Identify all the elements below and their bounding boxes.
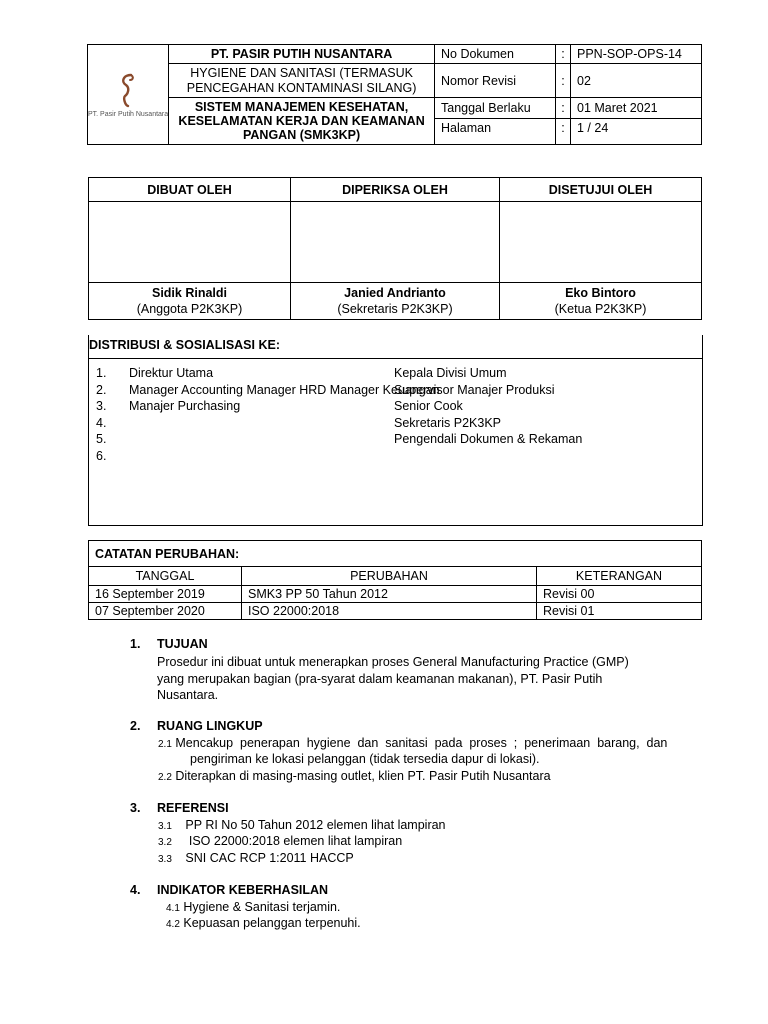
column-header: KETERANGAN [537,567,702,586]
section-title: INDIKATOR KEBERHASILAN [157,883,329,897]
signature-box [500,202,702,283]
reference-item [158,818,446,832]
field-colon: : [556,45,571,64]
reference-item [158,834,402,848]
row-number: 3. [96,399,107,413]
change-date: 16 September 2019 [89,586,242,603]
section-number: 1. [130,637,141,651]
sub-item-number: 3.2 [158,837,172,848]
sub-item-number: 3.3 [158,854,172,865]
approval-header: DISETUJUI OLEH [500,178,702,202]
section-title: REFERENSI [157,801,229,815]
approver-cell [89,283,291,320]
sub-item-number: 2.2 [158,772,172,783]
recipient-left: Manager Accounting Manager HRD Manager Keuangan [129,382,440,397]
company-name: PT. PASIR PUTIH NUSANTARA [169,45,435,64]
change-note: Revisi 00 [537,586,702,603]
recipient-right: Kepala Divisi Umum [394,366,507,380]
field-value: 1 / 24 [571,119,702,145]
sub-item [158,736,667,750]
section-paragraph [157,654,657,704]
reference-text: PP RI No 50 Tahun 2012 elemen lihat lampiran [185,818,446,832]
section-title: RUANG LINGKUP [157,719,263,733]
paragraph-line: yang merupakan bagian (pra-syarat dalam keamanan makanan), PT. Pasir Putih [157,671,603,686]
row-number: 1. [96,366,107,380]
reference-text: ISO 22000:2018 elemen lihat lampiran [185,834,403,848]
approver-cell [291,283,500,320]
row-number: 5. [96,432,107,446]
recipient-left: Direktur Utama [129,366,214,380]
column-header: PERUBAHAN [242,567,537,586]
approver-name: Eko Bintoro [565,286,636,300]
paragraph-line: Nusantara. [157,688,219,702]
approver-name: Janied Andrianto [344,286,446,300]
field-colon: : [556,98,571,119]
indicator-item [166,900,340,914]
management-system: SISTEM MANAJEMEN KESEHATAN, KESELAMATAN KERJA DAN KEAMANAN PANGAN (SMK3KP) [169,98,435,145]
field-label: Nomor Revisi [435,64,556,98]
paragraph-line: Prosedur ini dibuat untuk menerapkan proses General Manufacturing Practice (GMP) [157,655,629,669]
approver-role: (Anggota P2K3KP) [136,302,243,316]
column-header: TANGGAL [89,567,242,586]
logo-cell [88,45,169,145]
sub-item-number: 2.1 [158,739,172,750]
logo-text: PT. Pasir Putih Nusantara [88,110,169,118]
indicator-text: Hygiene & Sanitasi terjamin. [183,900,341,914]
change-description: SMK3 PP 50 Tahun 2012 [242,586,537,603]
sub-item-number: 4.2 [166,919,180,930]
recipient-left: Manajer Purchasing [129,399,241,413]
change-log-table [88,540,702,620]
sub-item-number: 3.1 [158,821,172,832]
field-label: No Dokumen [435,45,556,64]
approval-table [88,177,702,320]
section-number: 2. [130,719,141,733]
sub-item-text: Diterapkan di masing-masing outlet, klien PT. Pasir Putih Nusantara [175,769,551,783]
approver-name: Sidik Rinaldi [151,286,227,300]
distribution-box [88,335,703,526]
field-colon: : [556,119,571,145]
row-number: 2. [96,382,107,397]
document-title: HYGIENE DAN SANITASI (TERMASUK PENCEGAHAN KONTAMINASI SILANG) [169,64,435,98]
field-value: 01 Maret 2021 [571,98,702,119]
approver-cell [500,283,702,320]
field-colon: : [556,64,571,98]
recipient-right: Pengendali Dokumen & Rekaman [394,432,583,446]
change-log-title: CATATAN PERUBAHAN: [89,541,702,567]
field-label: Tanggal Berlaku [435,98,556,119]
field-value: 02 [571,64,702,98]
change-description: ISO 22000:2018 [242,603,537,620]
indicator-text: Kepuasan pelanggan terpenuhi. [183,916,361,930]
recipient-right: Senior Cook [394,399,463,413]
section-number: 4. [130,883,141,897]
sub-item-number: 4.1 [166,903,180,914]
approval-header: DIBUAT OLEH [89,178,291,202]
recipient-right: Supervisor Manajer Produksi [394,382,555,397]
signature-box [89,202,291,283]
change-note: Revisi 01 [537,603,702,620]
row-number: 6. [96,448,107,463]
reference-item [158,851,354,865]
sub-item [158,769,551,783]
signature-box [291,202,500,283]
table-row [89,586,702,603]
company-logo-icon [117,72,139,108]
document-header [87,44,702,145]
sub-item-text: Mencakup penerapan hygiene dan sanitasi pada proses ; penerimaan barang, dan [175,736,668,750]
section-number: 3. [130,801,141,815]
approval-header: DIPERIKSA OLEH [291,178,500,202]
sub-item-continuation: pengiriman ke lokasi pelanggan (tidak tersedia dapur di lokasi). [190,752,540,766]
reference-text: SNI CAC RCP 1:2011 HACCP [185,851,354,865]
change-date: 07 September 2020 [89,603,242,620]
distribution-title: DISTRIBUSI & SOSIALISASI KE: [89,338,702,359]
indicator-item [166,916,361,930]
approver-role: (Sekretaris P2K3KP) [337,302,453,316]
field-label: Halaman [435,119,556,145]
row-number: 4. [96,415,107,430]
section-title: TUJUAN [157,637,208,651]
table-row [89,603,702,620]
field-value: PPN-SOP-OPS-14 [571,45,702,64]
approver-role: (Ketua P2K3KP) [554,302,647,316]
recipient-right: Sekretaris P2K3KP [394,415,501,430]
